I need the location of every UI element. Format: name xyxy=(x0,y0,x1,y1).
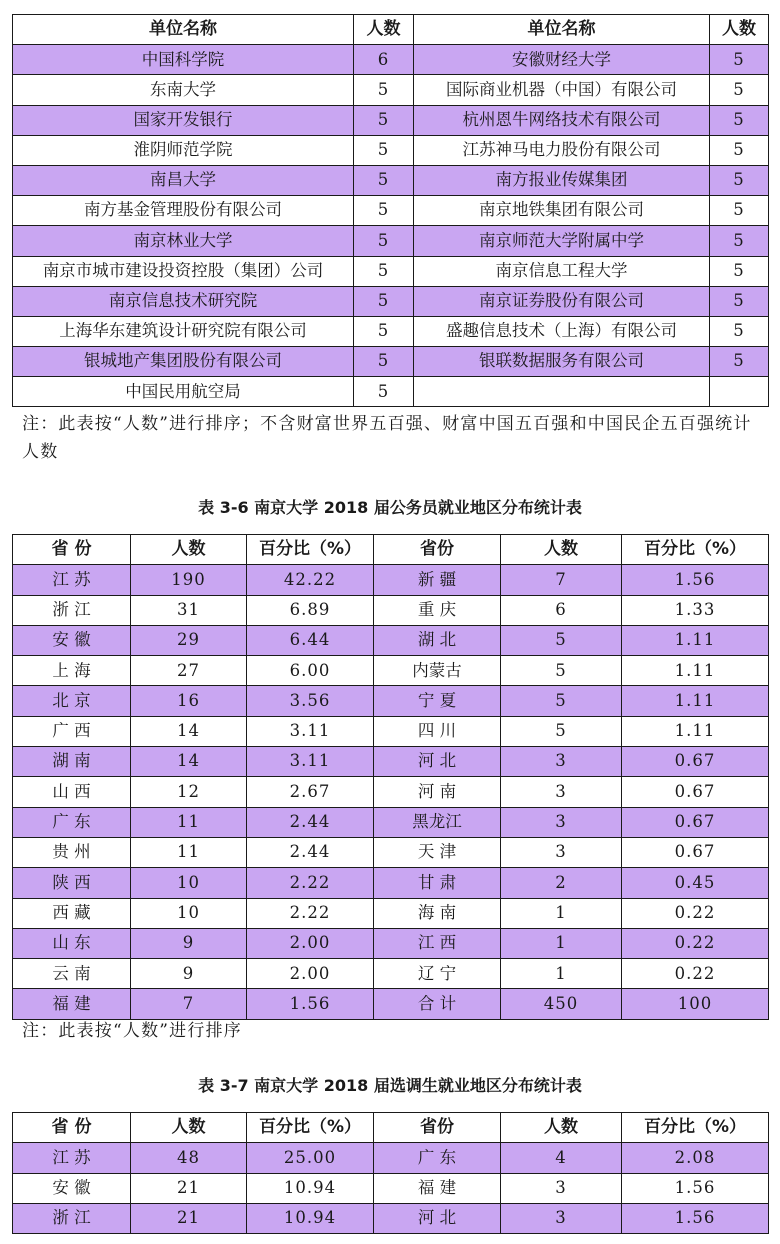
table-cell: 南京师范大学附属中学 xyxy=(414,226,710,256)
table-cell: 重 庆 xyxy=(374,595,501,625)
table-cell: 9 xyxy=(131,959,247,989)
table-cell: 12 xyxy=(131,777,247,807)
table-cell: 0.45 xyxy=(622,868,769,898)
column-header: 省份 xyxy=(374,1113,501,1143)
table-cell: 25.00 xyxy=(247,1143,374,1173)
table-cell: 河 南 xyxy=(374,777,501,807)
table-cell: 5 xyxy=(710,226,769,256)
table-cell: 2.22 xyxy=(247,868,374,898)
table-cell: 11 xyxy=(131,837,247,867)
civil-servant-table-caption: 表 3-6 南京大学 2018 届公务员就业地区分布统计表 xyxy=(198,498,582,517)
table-cell: 5 xyxy=(710,75,769,105)
selected-graduate-table-body xyxy=(13,1143,769,1234)
table-cell: 1.11 xyxy=(622,625,769,655)
table-cell: 上海华东建筑设计研究院有限公司 xyxy=(13,316,354,346)
table-cell: 2.00 xyxy=(247,928,374,958)
table-cell: 6 xyxy=(501,595,622,625)
table-cell: 5 xyxy=(710,45,769,75)
table-row xyxy=(13,837,769,867)
table-cell: 4 xyxy=(501,1143,622,1173)
table-row xyxy=(13,316,769,346)
table-cell: 东南大学 xyxy=(13,75,354,105)
table-row xyxy=(13,135,769,165)
table-cell: 5 xyxy=(501,716,622,746)
table-header-row xyxy=(13,1113,769,1143)
table-cell: 湖 南 xyxy=(13,747,131,777)
table-cell: 南方基金管理股份有限公司 xyxy=(13,196,354,226)
table-cell: 江 苏 xyxy=(13,565,131,595)
table-row xyxy=(13,565,769,595)
table-cell: 湖 北 xyxy=(374,625,501,655)
column-header: 人数 xyxy=(131,1113,247,1143)
table-cell: 南京市城市建设投资控股（集团）公司 xyxy=(13,256,354,286)
table-cell: 国际商业机器（中国）有限公司 xyxy=(414,75,710,105)
table-cell: 14 xyxy=(131,747,247,777)
table-cell: 宁 夏 xyxy=(374,686,501,716)
table-cell: 南京信息技术研究院 xyxy=(13,286,354,316)
table-cell: 10 xyxy=(131,898,247,928)
table-cell: 1.56 xyxy=(622,1203,769,1233)
selected-graduate-table-caption: 表 3-7 南京大学 2018 届选调生就业地区分布统计表 xyxy=(198,1076,582,1095)
column-header: 单位名称 xyxy=(13,15,354,45)
table-cell: 14 xyxy=(131,716,247,746)
table-cell: 杭州恩牛网络技术有限公司 xyxy=(414,105,710,135)
table-row xyxy=(13,286,769,316)
table-row xyxy=(13,868,769,898)
table-cell: 河 北 xyxy=(374,1203,501,1233)
table-cell: 福 建 xyxy=(13,989,131,1019)
table-row xyxy=(13,686,769,716)
table-cell: 中国民用航空局 xyxy=(13,377,354,407)
table-cell: 0.67 xyxy=(622,837,769,867)
table-row xyxy=(13,898,769,928)
table-cell: 安 徽 xyxy=(13,625,131,655)
column-header: 省 份 xyxy=(13,535,131,565)
table-cell: 5 xyxy=(501,686,622,716)
table-row xyxy=(13,959,769,989)
table-cell: 31 xyxy=(131,595,247,625)
table-cell: 5 xyxy=(354,135,414,165)
column-header: 单位名称 xyxy=(414,15,710,45)
table-row xyxy=(13,807,769,837)
table-cell: 浙 江 xyxy=(13,1203,131,1233)
table-cell: 5 xyxy=(354,377,414,407)
table-cell: 3 xyxy=(501,747,622,777)
table-cell: 3.56 xyxy=(247,686,374,716)
table-cell: 上 海 xyxy=(13,656,131,686)
table-cell: 2.67 xyxy=(247,777,374,807)
table-cell: 3 xyxy=(501,1173,622,1203)
table-cell: 1 xyxy=(501,928,622,958)
table-cell: 淮阴师范学院 xyxy=(13,135,354,165)
table-cell: 山 东 xyxy=(13,928,131,958)
table-cell: 6 xyxy=(354,45,414,75)
table-cell: 银联数据服务有限公司 xyxy=(414,347,710,377)
table-cell: 1.33 xyxy=(622,595,769,625)
table-cell: 2.22 xyxy=(247,898,374,928)
table-cell: 9 xyxy=(131,928,247,958)
table-cell: 山 西 xyxy=(13,777,131,807)
table-cell: 6.89 xyxy=(247,595,374,625)
table-cell: 0.67 xyxy=(622,777,769,807)
table-cell: 6.44 xyxy=(247,625,374,655)
table-cell: 3 xyxy=(501,777,622,807)
table-cell: 南方报业传媒集团 xyxy=(414,165,710,195)
table-cell: 0.22 xyxy=(622,959,769,989)
table-cell: 南京证券股份有限公司 xyxy=(414,286,710,316)
table-row xyxy=(13,226,769,256)
table-cell: 1 xyxy=(501,959,622,989)
table-cell: 16 xyxy=(131,686,247,716)
table-cell: 5 xyxy=(710,286,769,316)
table-cell: 5 xyxy=(354,196,414,226)
table-cell: 陕 西 xyxy=(13,868,131,898)
table-row xyxy=(13,716,769,746)
table-cell: 辽 宁 xyxy=(374,959,501,989)
table-cell: 5 xyxy=(501,625,622,655)
employer-table-note: 注：此表按“人数”进行排序；不含财富世界五百强、财富中国五百强和中国民企五百强统计人数 xyxy=(22,414,752,462)
table-cell: 5 xyxy=(501,656,622,686)
table-cell: 5 xyxy=(354,286,414,316)
table-cell: 5 xyxy=(710,347,769,377)
table-cell: 四 川 xyxy=(374,716,501,746)
table-cell: 21 xyxy=(131,1203,247,1233)
table-row xyxy=(13,256,769,286)
column-header: 人数 xyxy=(131,535,247,565)
table-cell xyxy=(414,377,710,407)
table-cell: 2.44 xyxy=(247,807,374,837)
table-cell: 27 xyxy=(131,656,247,686)
table-row xyxy=(13,377,769,407)
column-header: 百分比（%） xyxy=(622,535,769,565)
table-cell: 云 南 xyxy=(13,959,131,989)
table-cell: 江 西 xyxy=(374,928,501,958)
table-cell: 南京地铁集团有限公司 xyxy=(414,196,710,226)
table-cell: 0.22 xyxy=(622,928,769,958)
civil-servant-table-note: 注：此表按“人数”进行排序 xyxy=(22,1021,242,1041)
table-cell: 5 xyxy=(710,135,769,165)
civil-servant-region-table xyxy=(12,534,769,1020)
table-cell: 国家开发银行 xyxy=(13,105,354,135)
column-header: 省份 xyxy=(374,535,501,565)
table-row xyxy=(13,1143,769,1173)
column-header: 省 份 xyxy=(13,1113,131,1143)
table-cell: 3 xyxy=(501,807,622,837)
table-cell: 5 xyxy=(710,196,769,226)
table-cell: 42.22 xyxy=(247,565,374,595)
table-cell: 内蒙古 xyxy=(374,656,501,686)
table-cell: 21 xyxy=(131,1173,247,1203)
table-cell: 河 北 xyxy=(374,747,501,777)
table-cell: 浙 江 xyxy=(13,595,131,625)
selected-graduate-region-table xyxy=(12,1112,769,1234)
table-cell: 5 xyxy=(354,347,414,377)
table-row xyxy=(13,75,769,105)
table-cell: 5 xyxy=(710,256,769,286)
table-cell: 安 徽 xyxy=(13,1173,131,1203)
table-cell: 11 xyxy=(131,807,247,837)
table-cell: 190 xyxy=(131,565,247,595)
table-row xyxy=(13,196,769,226)
table-header-row xyxy=(13,15,769,45)
table-row xyxy=(13,347,769,377)
table-cell: 黑龙江 xyxy=(374,807,501,837)
employer-table xyxy=(12,14,769,407)
table-cell: 甘 肃 xyxy=(374,868,501,898)
table-cell: 南昌大学 xyxy=(13,165,354,195)
table-cell: 1.56 xyxy=(247,989,374,1019)
table-cell: 1.11 xyxy=(622,656,769,686)
table-cell: 6.00 xyxy=(247,656,374,686)
table-row xyxy=(13,1173,769,1203)
table-cell: 5 xyxy=(354,105,414,135)
table-cell: 1.56 xyxy=(622,1173,769,1203)
table-cell: 1.11 xyxy=(622,716,769,746)
table-cell: 3.11 xyxy=(247,747,374,777)
table-row xyxy=(13,989,769,1019)
column-header: 百分比（%） xyxy=(247,535,374,565)
table-row xyxy=(13,165,769,195)
table-cell: 29 xyxy=(131,625,247,655)
table-cell: 合 计 xyxy=(374,989,501,1019)
column-header: 人数 xyxy=(710,15,769,45)
table-row xyxy=(13,595,769,625)
column-header: 人数 xyxy=(501,535,622,565)
table-cell: 新 疆 xyxy=(374,565,501,595)
table-cell: 5 xyxy=(354,165,414,195)
table-cell: 48 xyxy=(131,1143,247,1173)
table-cell: 福 建 xyxy=(374,1173,501,1203)
table-cell: 10.94 xyxy=(247,1173,374,1203)
table-cell: 海 南 xyxy=(374,898,501,928)
table-cell: 2 xyxy=(501,868,622,898)
table-cell: 广 东 xyxy=(13,807,131,837)
table-row xyxy=(13,928,769,958)
table-cell: 5 xyxy=(354,316,414,346)
table-cell: 0.22 xyxy=(622,898,769,928)
table-cell xyxy=(710,377,769,407)
table-cell: 2.00 xyxy=(247,959,374,989)
column-header: 人数 xyxy=(354,15,414,45)
table-cell: 3 xyxy=(501,837,622,867)
column-header: 百分比（%） xyxy=(622,1113,769,1143)
table-cell: 1.56 xyxy=(622,565,769,595)
table-cell: 1 xyxy=(501,898,622,928)
table-cell: 100 xyxy=(622,989,769,1019)
table-cell: 0.67 xyxy=(622,747,769,777)
table-cell: 3 xyxy=(501,1203,622,1233)
table-row xyxy=(13,656,769,686)
table-cell: 江 苏 xyxy=(13,1143,131,1173)
table-cell: 贵 州 xyxy=(13,837,131,867)
table-cell: 450 xyxy=(501,989,622,1019)
civil-servant-table-body xyxy=(13,565,769,1019)
table-cell: 银城地产集团股份有限公司 xyxy=(13,347,354,377)
table-cell: 2.44 xyxy=(247,837,374,867)
table-header-row xyxy=(13,535,769,565)
table-row xyxy=(13,777,769,807)
table-cell: 7 xyxy=(501,565,622,595)
table-cell: 1.11 xyxy=(622,686,769,716)
table-row xyxy=(13,45,769,75)
employer-table-body xyxy=(13,45,769,407)
table-cell: 南京林业大学 xyxy=(13,226,354,256)
table-cell: 天 津 xyxy=(374,837,501,867)
table-cell: 江苏神马电力股份有限公司 xyxy=(414,135,710,165)
table-cell: 西 藏 xyxy=(13,898,131,928)
table-cell: 10 xyxy=(131,868,247,898)
table-cell: 北 京 xyxy=(13,686,131,716)
column-header: 百分比（%） xyxy=(247,1113,374,1143)
table-cell: 南京信息工程大学 xyxy=(414,256,710,286)
table-cell: 广 东 xyxy=(374,1143,501,1173)
table-cell: 5 xyxy=(354,256,414,286)
column-header: 人数 xyxy=(501,1113,622,1143)
table-row xyxy=(13,625,769,655)
table-cell: 5 xyxy=(354,226,414,256)
table-cell: 7 xyxy=(131,989,247,1019)
table-cell: 2.08 xyxy=(622,1143,769,1173)
table-cell: 盛趣信息技术（上海）有限公司 xyxy=(414,316,710,346)
table-cell: 10.94 xyxy=(247,1203,374,1233)
table-row xyxy=(13,105,769,135)
table-cell: 0.67 xyxy=(622,807,769,837)
table-row xyxy=(13,1203,769,1233)
table-row xyxy=(13,747,769,777)
table-cell: 3.11 xyxy=(247,716,374,746)
table-cell: 广 西 xyxy=(13,716,131,746)
table-cell: 中国科学院 xyxy=(13,45,354,75)
table-cell: 安徽财经大学 xyxy=(414,45,710,75)
table-cell: 5 xyxy=(710,105,769,135)
table-cell: 5 xyxy=(710,165,769,195)
table-cell: 5 xyxy=(710,316,769,346)
table-cell: 5 xyxy=(354,75,414,105)
